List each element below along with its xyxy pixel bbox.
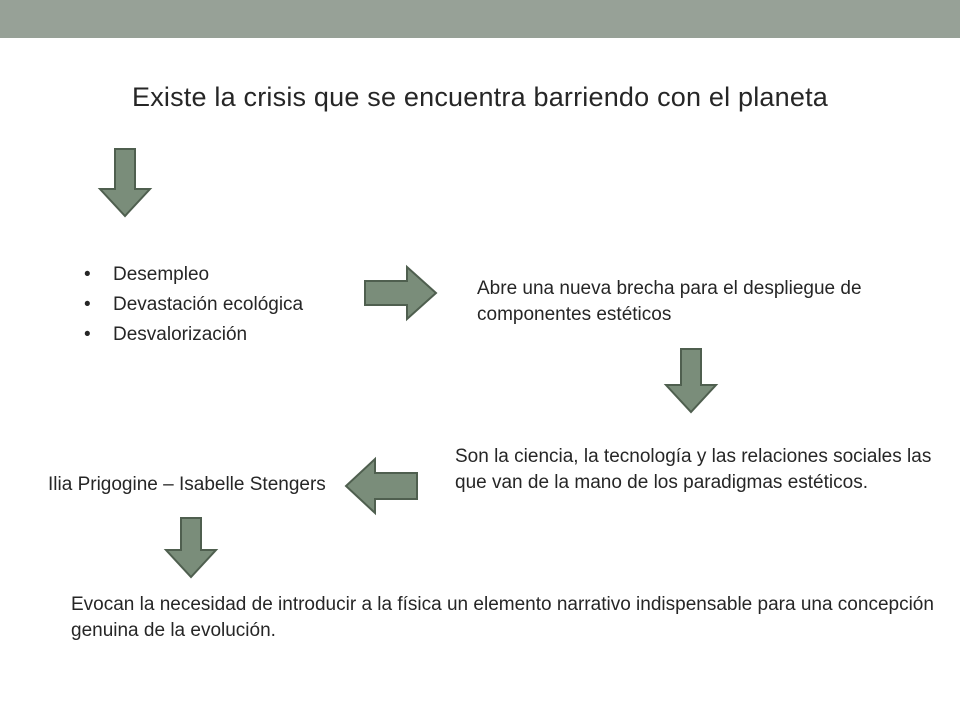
ciencia-text: Son la ciencia, la tecnología y las relaciones sociales las que van de la mano de los paradigmas estéticos. (455, 446, 932, 493)
arrow-down-icon (97, 147, 153, 219)
list-item: • Desvalorización (84, 320, 303, 350)
list-item: • Devastación ecológica (84, 290, 303, 320)
arrow-right-icon (363, 264, 439, 322)
list-item: • Desempleo (84, 260, 303, 290)
authors-text: Ilia Prigogine – Isabelle Stengers (48, 474, 326, 495)
slide-title: Existe la crisis que se encuentra barriendo con el planeta (132, 82, 828, 112)
top-bar (0, 0, 960, 38)
arrow-down-icon (163, 516, 219, 580)
brecha-text: Abre una nueva brecha para el despliegue de componentes estéticos (477, 278, 862, 325)
evocan-text: Evocan la necesidad de introducir a la física un elemento narrativo indispensable para una concepción genuina de la evolución. (71, 594, 934, 641)
arrow-down-icon (663, 347, 719, 415)
arrow-left-icon (343, 456, 419, 516)
crisis-list (84, 260, 303, 350)
